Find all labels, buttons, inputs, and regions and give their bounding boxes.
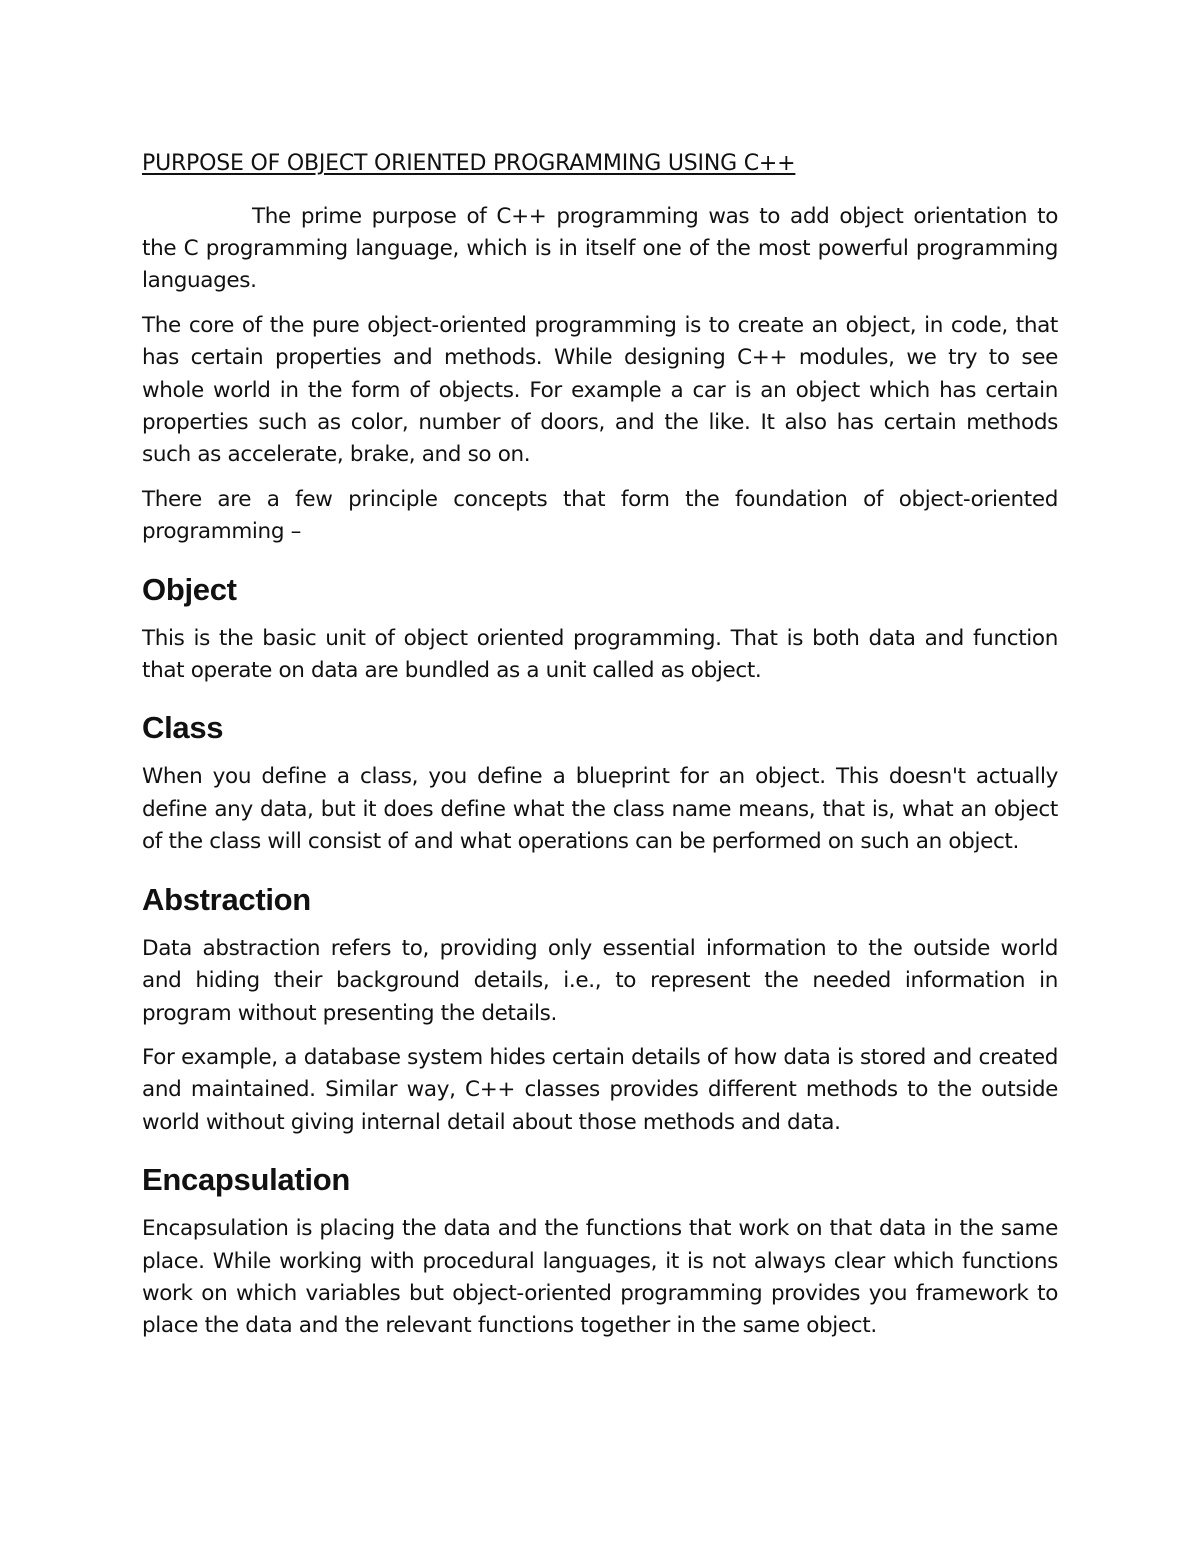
section-paragraph-abstraction: For example, a database system hides certain details of how data is stored and created and maintained. Similar way, C++ classes provides different methods to the outside world without giving internal detail about those methods and data. <box>142 1044 1058 1135</box>
intro-paragraph: The core of the pure object-oriented programming is to create an object, in code, that has certain properties and methods. While designing C++ modules, we try to see whole world in the form of objects. For example a car is an object which has certain properties such as color, number of doors, and the like. It also has certain methods such as accelerate, brake, and so on. <box>142 312 1058 468</box>
section-paragraph-class: When you define a class, you define a blueprint for an object. This doesn't actually define any data, but it does define what the class name means, that is, what an object of the class will consist of and what operations can be performed on such an object. <box>142 764 1058 855</box>
section-heading-abstraction: Abstraction <box>142 881 311 917</box>
section-heading-class: Class <box>142 710 224 746</box>
section-paragraph-encapsulation: Encapsulation is placing the data and the functions that work on that data in the same place. While working with procedural languages, it is not always clear which functions work on which variables but object-oriented programming provides you framework to place the data and the relevant functions together in the same object. <box>142 1216 1058 1339</box>
document-title: PURPOSE OF OBJECT ORIENTED PROGRAMMING USING C++ <box>142 151 796 176</box>
section-heading-encapsulation: Encapsulation <box>142 1162 350 1198</box>
section-heading-object: Object <box>142 571 237 607</box>
intro-paragraph: There are a few principle concepts that form the foundation of object-oriented programming – <box>142 486 1058 545</box>
document-page <box>142 150 1058 1343</box>
section-paragraph-object: This is the basic unit of object oriented programming. That is both data and function that operate on data are bundled as a unit called as object. <box>142 625 1058 684</box>
intro-paragraph: The prime purpose of C++ programming was to add object orientation to the C programming language, which is in itself one of the most powerful programming languages. <box>142 203 1058 294</box>
section-paragraph-abstraction: Data abstraction refers to, providing only essential information to the outside world and hiding their background details, i.e., to represent the needed information in program without presenting the details. <box>142 935 1058 1026</box>
